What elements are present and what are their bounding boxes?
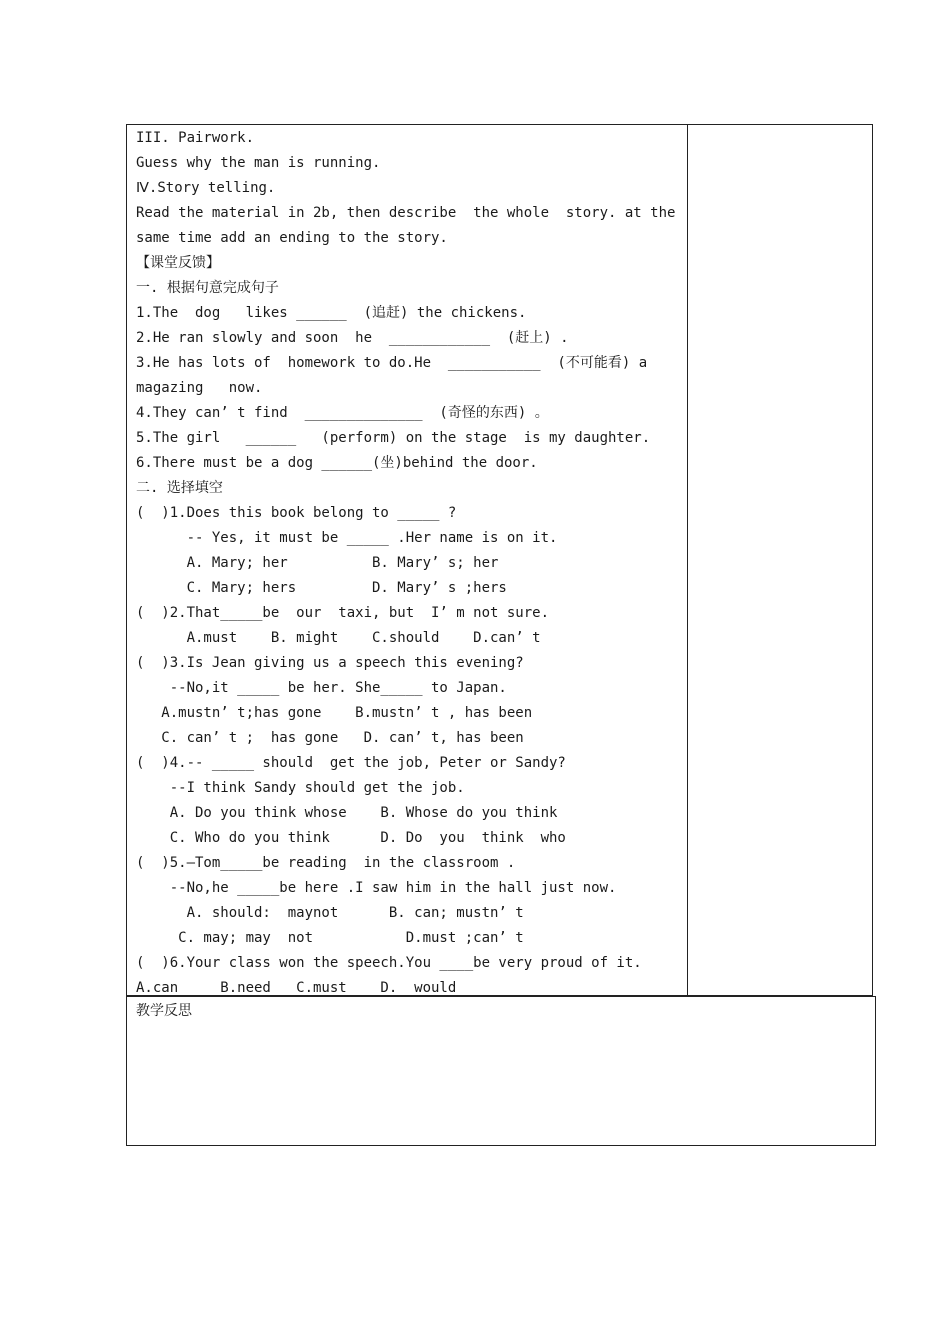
question-4-reply: --I think Sandy should get the job. (136, 780, 465, 796)
part-two-heading: 二. 选择填空 (136, 480, 223, 496)
question-2-options: A.must B. might C.should D.can’ t (136, 630, 541, 646)
story-task-line-1: Read the material in 2b, then describe the whole story. at the (136, 205, 676, 221)
sentence-5: 5.The girl ______ (perform) on the stage is my daughter. (136, 430, 651, 446)
question-6-options: A.can B.need C.must D. would (136, 980, 457, 996)
notes-cell (688, 125, 872, 995)
question-5-options-ab: A. should: maynot B. can; mustn’ t (136, 905, 524, 921)
question-4-options-cd: C. Who do you think D. Do you think who (136, 830, 566, 846)
question-1-reply: -- Yes, it must be _____ .Her name is on it. (136, 530, 558, 546)
sentence-6: 6.There must be a dog ______(坐)behind the door. (136, 455, 538, 471)
question-3-options-ab: A.mustn’ t;has gone B.mustn’ t , has been (136, 705, 533, 721)
part-one-heading: 一. 根据句意完成句子 (136, 280, 279, 296)
sentence-2: 2.He ran slowly and soon he ____________ (赶上) . (136, 330, 569, 346)
question-1-options-ab: A. Mary; her B. Mary’ s; her (136, 555, 499, 571)
question-3: ( )3.Is Jean giving us a speech this evening? (136, 655, 524, 671)
question-2: ( )2.That_____be our taxi, but I’ m not sure. (136, 605, 550, 621)
question-1-options-cd: C. Mary; hers D. Mary’ s ;hers (136, 580, 507, 596)
question-5: ( )5.—Tom_____be reading in the classroom . (136, 855, 516, 871)
question-3-reply: --No,it _____ be her. She_____ to Japan. (136, 680, 507, 696)
question-5-reply: --No,he _____be here .I saw him in the hall just now. (136, 880, 617, 896)
lesson-content-cell (127, 125, 688, 995)
question-3-options-cd: C. can’ t ; has gone D. can’ t, has been (136, 730, 524, 746)
story-task-line-2: same time add an ending to the story. (136, 230, 448, 246)
reflection-table (126, 996, 876, 1146)
reflection-label: 教学反思 (136, 1003, 192, 1019)
feedback-heading: 【课堂反馈】 (136, 255, 220, 271)
sentence-3-continued: magazing now. (136, 380, 263, 396)
section-story-telling: Ⅳ.Story telling. (136, 180, 276, 196)
question-4: ( )4.-- _____ should get the job, Peter or Sandy? (136, 755, 566, 771)
question-1: ( )1.Does this book belong to _____ ? (136, 505, 457, 521)
sentence-3: 3.He has lots of homework to do.He ___________ (不可能看) a (136, 355, 648, 371)
question-5-options-cd: C. may; may not D.must ;can’ t (136, 930, 524, 946)
pairwork-task: Guess why the man is running. (136, 155, 381, 171)
lesson-table (126, 124, 873, 996)
section-pairwork: III. Pairwork. (136, 130, 255, 146)
question-4-options-ab: A. Do you think whose B. Whose do you think (136, 805, 558, 821)
question-6: ( )6.Your class won the speech.You ____be very proud of it. (136, 955, 642, 971)
sentence-4: 4.They can’ t find ______________ (奇怪的东西) 。 (136, 405, 549, 421)
sentence-1: 1.The dog likes ______ (追赶) the chickens. (136, 305, 527, 321)
